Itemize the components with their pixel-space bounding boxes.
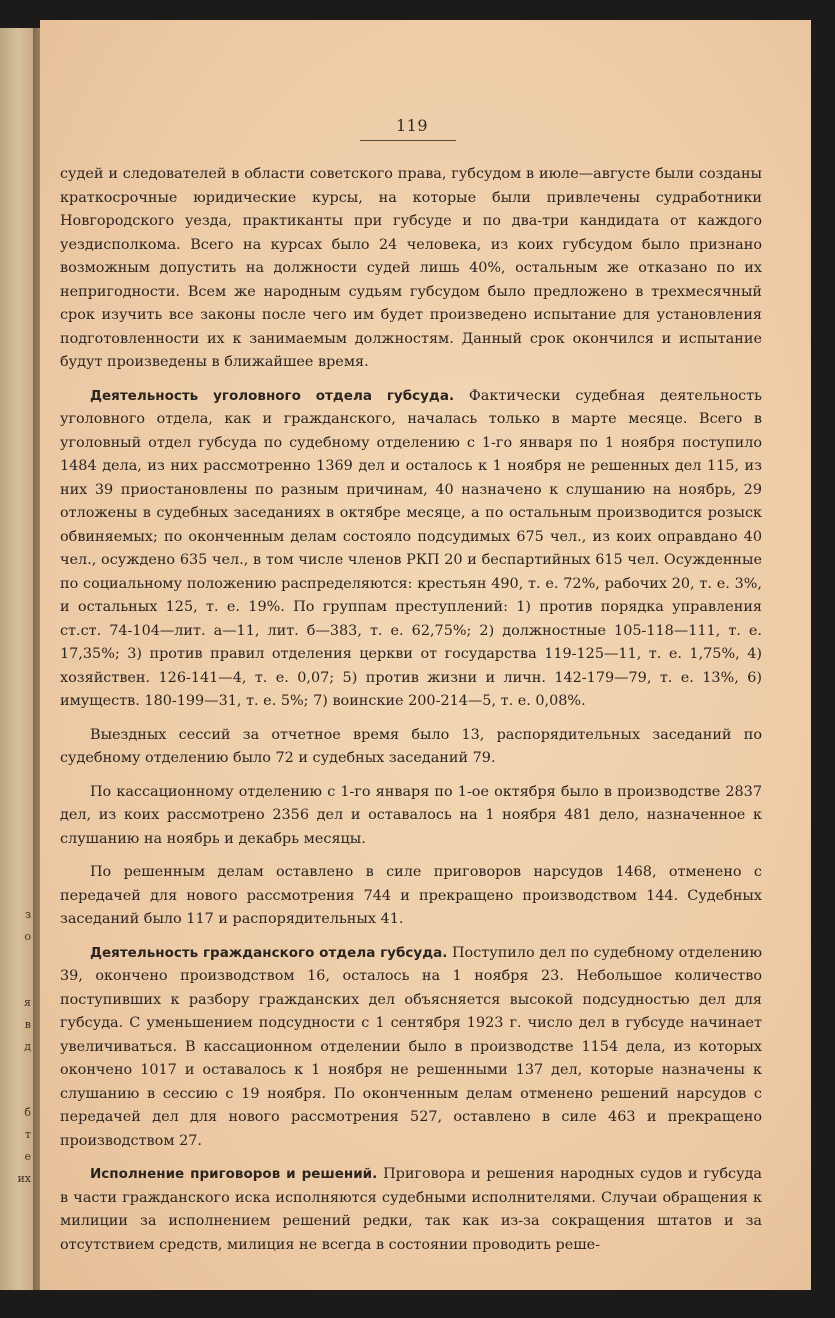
paragraph xyxy=(60,724,762,771)
paragraph-text: По кассационному отделению с 1-го января по 1-ое октября было в производстве 2837 дел, из коих рассмотрено 2356 дел и оставалось на 1 ноября 481 дело, назначенное к слушанию на ноябрь и декабрь месяцы. xyxy=(60,783,762,847)
document-page xyxy=(40,20,811,1290)
paragraph-text: Приговора и решения народных судов и губсуда в части гражданского иска исполняются судебными исполнителями. Случаи обращения к милиции за исполнением решений редки, так как из-за сокращения штатов и за отсутствием средств, милиция не всегда в состоянии проводить реше- xyxy=(60,1166,762,1253)
paragraph-text: судей и следователей в области советского права, губсудом в июле—августе были созданы краткосрочные юридические курсы, на которые были привлечены судработники Новгородского уезда, практиканты при губсуде и по два-три кандидата от каждого уездисполкома. Всего на курсах было 24 человека, из коих губсудом было признано возможным допустить на должности судей лишь 40%, остальным же отказано по их непригодности. Всем же народным судьям губсудом было предложено в трехмесячный срок изучить все законы после чего им будет произведено испытание для установления подготовленности их к занимаемым должностям. Данный срок окончился и испытание будут произведены в ближайшее время. xyxy=(60,166,762,370)
section-heading: Деятельность уголовного отдела губсуда. xyxy=(90,387,455,404)
page-number-rule xyxy=(360,140,456,141)
left-page-fragment: т xyxy=(24,1128,31,1141)
paragraph xyxy=(60,385,762,714)
paragraph-text: Выездных сессий за отчетное время было 13, распорядительных заседаний по судебному отделению было 72 и судебных заседаний 79. xyxy=(60,726,762,766)
left-page-fragment: в xyxy=(24,1018,31,1031)
paragraph xyxy=(60,861,762,932)
paragraph-text: По решенным делам оставлено в силе приговоров нарсудов 1468, отменено с передачей для нового рассмотрения 744 и прекращено производством 144. Судебных заседаний было 117 и распорядительных 41. xyxy=(60,864,762,927)
paragraph xyxy=(60,1163,762,1257)
left-page-fragment: е xyxy=(24,1150,31,1163)
adjacent-page-edge xyxy=(0,28,34,1290)
left-page-fragment: о xyxy=(24,930,31,943)
page-body xyxy=(60,163,762,1267)
left-page-fragment: б xyxy=(24,1106,31,1119)
left-page-fragment: д xyxy=(24,1040,31,1053)
left-page-fragment: з xyxy=(25,908,31,921)
left-page-fragment: их xyxy=(17,1172,31,1185)
left-page-fragment: я xyxy=(24,996,31,1009)
paragraph xyxy=(60,781,762,852)
page-number: 119 xyxy=(395,116,429,135)
paragraph-text: Фактически судебная деятельность уголовного отдела, как и гражданского, началась только в марте месяце. Всего в уголовный отдел губсуда по судебному отделению с 1-го января по 1 ноября поступило 1484 дела, из них рассмотренно 1369 дел и осталось к 1 ноября не решенных дел 115, из них 39 приостановлены по разным причинам, 40 назначено к слушанию на ноябрь, 29 отложены в судебных заседаниях в октябре месяце, а по остальным производится розыск обвиняемых; по оконченным делам состояло подсудимых 675 чел., из коих оправдано 40 чел., осуждено 635 чел., в том числе членов РКП 20 и беспартийных 615 чел. Осужденные по социальному положению распределяются: крестьян 490, т. е. 72%, рабочих 20, т. е. 3%, и остальных 125, т. е. 19%. По группам преступлений: 1) против порядка управления ст.ст. 74-104—лит. а—11, лит. б—383, т. е. 62,75%; 2) должностные 105-118—111, т. е. 17,35%; 3) против правил отделения церкви от государства 119-125—11, т. е. 1,75%, 4) хозяйствен. 126-141—4, т. е. 0,07; 5) против жизни и личн. 142-179—79, т. е. 13%, 6) имуществ. 180-199—31, т. е. 5%; 7) воинские 200-214—5, т. е. 0,08%. xyxy=(60,387,762,709)
paragraph-text: Поступило дел по судебному отделению 39, окончено производством 16, осталось на 1 ноября 23. Небольшое количество поступивших к разбору гражданских дел объясняется высокой подсудностью дел для губсуда. С уменьшением подсудности с 1 сентября 1923 г. число дел в губсуде начинает увеличиваться. В кассационном отделении было в производстве 1154 дела, из которых окончено 1017 и оставалось к 1 ноября не решенными 137 дел, которые назначены к слушанию в сессию с 19 ноября. По оконченным делам отменено решений нарсудов с передачей дел для нового рассмотрения 527, оставлено в силе 463 и прекращено производством 27. xyxy=(60,944,762,1149)
section-heading: Деятельность гражданского отдела губсуда. xyxy=(90,944,448,961)
section-heading: Исполнение приговоров и решений. xyxy=(90,1166,378,1182)
paragraph xyxy=(60,163,762,375)
paragraph xyxy=(60,942,762,1154)
